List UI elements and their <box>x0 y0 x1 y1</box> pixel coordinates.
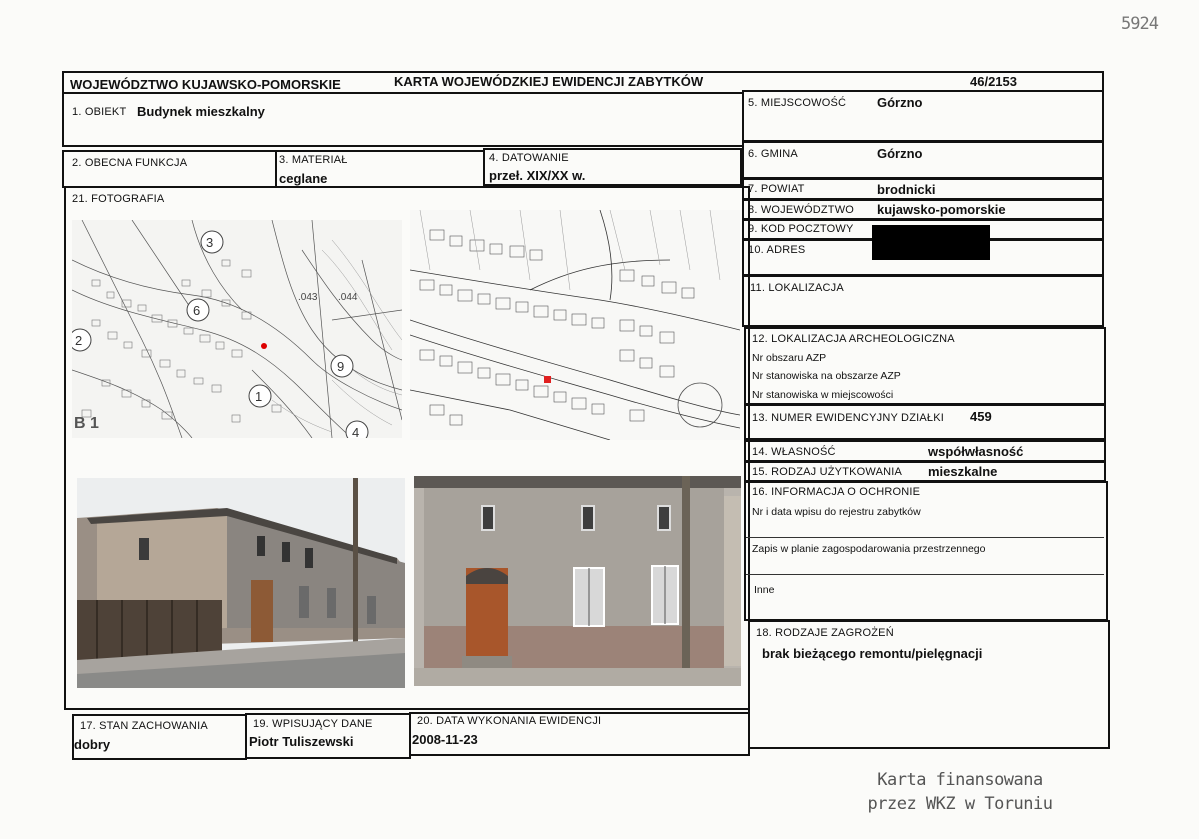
dzialka-value: 459 <box>970 409 992 424</box>
building-photo-corner <box>77 478 405 688</box>
obiekt-label: 1. OBIEKT <box>72 106 127 118</box>
lokalizacja-label: 11. LOKALIZACJA <box>750 282 844 294</box>
map-sheet-label: B 1 <box>74 415 99 432</box>
field-funkcja <box>62 150 277 188</box>
gmina-label: 6. GMINA <box>748 148 798 160</box>
datowanie-value: przeł. XIX/XX w. <box>489 168 586 183</box>
zagrozenia-label: 18. RODZAJE ZAGROŻEŃ <box>756 627 894 639</box>
map-circle-label: 2 <box>75 333 83 348</box>
data-value: 2008-11-23 <box>412 732 478 747</box>
location-map-cadastral <box>410 210 740 440</box>
topographic-map-drawing <box>72 220 402 438</box>
zagrozenia-value: brak bieżącego remontu/pielęgnacji <box>762 646 983 661</box>
map-circle-label: 1 <box>255 389 263 404</box>
map-circle-label: 4 <box>352 425 360 438</box>
redaction-block <box>872 225 990 260</box>
datowanie-label: 4. DATOWANIE <box>489 152 569 164</box>
wojewodztwo-value: kujawsko-pomorskie <box>877 202 1006 217</box>
region-title: WOJEWÓDZTWO KUJAWSKO-POMORSKIE <box>70 77 341 92</box>
powiat-label: 7. POWIAT <box>748 183 805 195</box>
ochrona-rejestr-line: Nr i data wpisu do rejestru zabytków <box>752 506 921 518</box>
card-number: 46/2153 <box>970 74 1017 89</box>
map-circle-label: 9 <box>337 359 345 374</box>
archeo-label: 12. LOKALIZACJA ARCHEOLOGICZNA <box>752 333 955 345</box>
ochrona-label: 16. INFORMACJA O OCHRONIE <box>752 486 921 498</box>
archeo-line-azp: Nr obszaru AZP <box>752 352 827 364</box>
data-label: 20. DATA WYKONANIA EWIDENCJI <box>417 715 602 727</box>
funkcja-label: 2. OBECNA FUNKCJA <box>72 157 188 169</box>
stan-value: dobry <box>74 737 111 752</box>
cadastral-map-drawing <box>410 210 740 440</box>
stamp-line: przez WKZ w Toruniu <box>867 794 1053 814</box>
archeo-line-stanowisko-azp: Nr stanowiska na obszarze AZP <box>752 370 901 382</box>
powiat-value: brodnicki <box>877 182 936 197</box>
dzialka-label: 13. NUMER EWIDENCYJNY DZIAŁKI <box>752 412 945 424</box>
uzytkowanie-label: 15. RODZAJ UŻYTKOWANIA <box>752 466 903 478</box>
map-grid-label: .044 <box>338 292 358 303</box>
adres-label: 10. ADRES <box>748 244 806 256</box>
field-zagrozenia <box>748 620 1110 749</box>
ochrona-plan-line: Zapis w planie zagospodarowania przestrzennego <box>752 543 986 555</box>
uzytkowanie-value: mieszkalne <box>928 464 998 479</box>
field-gmina <box>742 141 1104 179</box>
field-obiekt <box>62 92 744 147</box>
wpisujacy-label: 19. WPISUJĄCY DANE <box>253 718 373 730</box>
obiekt-value: Budynek mieszkalny <box>137 104 265 119</box>
fotografia-label: 21. FOTOGRAFIA <box>72 193 165 205</box>
wojewodztwo-label: 8. WOJEWÓDZTWO <box>748 204 855 216</box>
map-circle-label: 6 <box>193 303 201 318</box>
ochrona-divider <box>746 574 1104 575</box>
building-photo-corner-drawing <box>77 478 405 688</box>
wpisujacy-value: Piotr Tuliszewski <box>249 734 354 749</box>
building-photo-facade <box>414 476 741 686</box>
funding-stamp <box>860 768 1060 816</box>
miejscowosc-label: 5. MIEJSCOWOŚĆ <box>748 97 847 109</box>
card-title: KARTA WOJEWÓDZKIEJ EWIDENCJI ZABYTKÓW <box>394 74 704 89</box>
stan-label: 17. STAN ZACHOWANIA <box>80 720 208 732</box>
material-value: ceglane <box>279 171 328 186</box>
archeo-line-stanowisko-miejscowosc: Nr stanowiska w miejscowości <box>752 389 894 401</box>
ochrona-inne-line: Inne <box>754 584 775 596</box>
wlasnosc-value: współwłasność <box>928 444 1024 459</box>
location-map-topographic <box>72 220 402 438</box>
wlasnosc-label: 14. WŁASNOŚĆ <box>752 446 836 458</box>
stamp-line: Karta finansowana <box>877 770 1043 790</box>
building-photo-facade-drawing <box>414 476 741 686</box>
gmina-value: Górzno <box>877 146 923 161</box>
map-grid-label: .043 <box>298 292 318 303</box>
material-label: 3. MATERIAŁ <box>279 154 348 166</box>
archive-number-note: 5924 <box>1121 14 1158 34</box>
kod-label: 9. KOD POCZTOWY <box>748 223 854 235</box>
ochrona-divider <box>746 537 1104 538</box>
map-circle-label: 3 <box>206 235 214 250</box>
miejscowosc-value: Górzno <box>877 95 923 110</box>
